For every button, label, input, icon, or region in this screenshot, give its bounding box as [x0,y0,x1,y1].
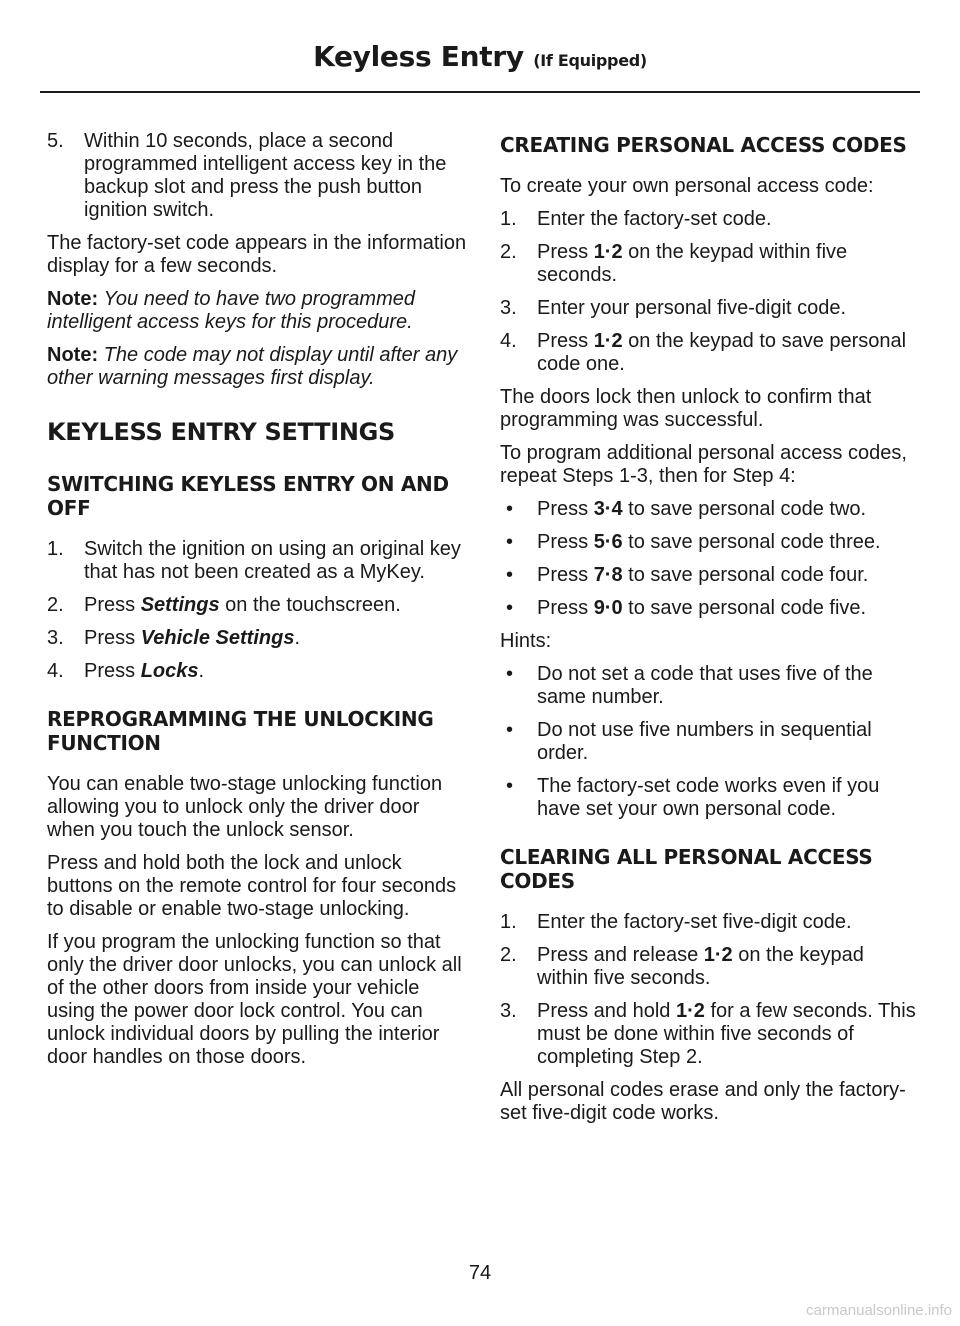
hint-text: Do not use five numbers in sequential order. [537,719,872,764]
bullet-text-post: to save personal code two. [622,498,867,520]
bullet-icon: • [506,663,514,685]
note-text: The code may not display until after any other warning messages first display. [47,344,458,389]
bullet-icon: • [506,564,514,586]
list-item [500,944,920,990]
page-header [0,40,960,73]
step-text-pre: Press and hold [537,1000,676,1022]
bullet-text-post: to save personal code three. [622,531,881,553]
list-item [500,330,920,376]
step-number: 1. [47,538,64,560]
bullet-icon: • [506,775,514,797]
subsection-heading: CREATING PERSONAL ACCESS CODES [500,133,907,157]
step-number: 4. [500,330,517,352]
paragraph: All personal codes erase and only the factory-set five-digit code works. [500,1079,906,1124]
step-text-post: . [294,627,300,649]
step-number: 4. [47,660,64,682]
bullet-text-pre: Press [537,531,594,553]
keypad-key: 1·2 [703,944,733,966]
step-number: 2. [500,944,517,966]
keypad-key: 9·0 [593,597,623,619]
step-number: 3. [47,627,64,649]
keypad-key: 5·6 [593,531,623,553]
paragraph: If you program the unlocking function so that only the driver door unlocks, you can unlock all of the other doors from inside your vehicle using the power door lock control. You can unlock individual doors by pulling the interior door handles on those doors. [47,931,462,1068]
list-item [500,719,920,765]
list-item [47,594,467,617]
list-item [500,911,920,934]
list-item [500,531,920,554]
list-item [500,564,920,587]
keypad-key: 1·2 [675,1000,705,1022]
step-text-pre: Press [84,594,141,616]
bullet-icon: • [506,719,514,741]
step-text: Within 10 seconds, place a second programmed intelligent access key in the backup slot and press the push button ignition switch. [84,130,447,221]
paragraph: The factory-set code appears in the information display for a few seconds. [47,232,467,277]
step-number: 1. [500,208,517,230]
step-text-pre: Press [84,627,141,649]
step-text-post: for a few seconds. This must be done within five seconds of completing Step 2. [537,1000,916,1068]
page-number: 74 [468,1262,492,1284]
keypad-key: 7·8 [593,564,623,586]
list-item [47,130,467,222]
list-item [500,663,920,709]
ui-label: Settings [140,594,220,616]
bullet-text-pre: Press [537,597,594,619]
note [47,288,467,334]
list-item [500,241,920,287]
list-item [47,660,467,683]
bullet-text-pre: Press [537,498,594,520]
header-title: Keyless Entry [313,40,524,73]
note [47,344,467,390]
step-number: 1. [500,911,517,933]
watermark: carmanualsonline.info [806,1302,952,1319]
list-item [500,498,920,521]
list-item [500,775,920,821]
list-item [47,627,467,650]
paragraph: You can enable two-stage unlocking function allowing you to unlock only the driver door when you touch the unlock sensor. [47,773,443,841]
list-item [500,1000,920,1069]
step-number: 3. [500,297,517,319]
hints-label: Hints: [500,630,552,652]
bullet-text-post: to save personal code five. [622,597,867,619]
step-text: Switch the ignition on using an original key that has not been created as a MyKey. [84,538,461,583]
bullet-icon: • [506,597,514,619]
list-item [47,538,467,584]
step-text-pre: Press and release [537,944,704,966]
header-rule [40,91,920,93]
header-subtitle: (If Equipped) [533,51,647,70]
keypad-key: 3·4 [593,498,623,520]
bullet-icon: • [506,531,514,553]
paragraph: To program additional personal access codes, repeat Steps 1-3, then for Step 4: [500,442,907,487]
list-item [500,597,920,620]
step-text-pre: Press [84,660,141,682]
step-number: 2. [47,594,64,616]
hint-text: The factory-set code works even if you have set your own personal code. [537,775,880,820]
list-item [500,208,920,231]
section-heading: KEYLESS ENTRY SETTINGS [47,418,396,446]
subsection-heading: SWITCHING KEYLESS ENTRY ON AND OFF [47,472,449,520]
ui-label: Locks [140,660,199,682]
paragraph: To create your own personal access code: [500,175,874,197]
keypad-key: 1·2 [593,241,623,263]
list-item [500,297,920,320]
step-number: 2. [500,241,517,263]
paragraph: Press and hold both the lock and unlock buttons on the remote control for four seconds to disable or enable two-stage unlocking. [47,852,457,920]
keypad-key: 1·2 [593,330,623,352]
ui-label: Vehicle Settings [140,627,295,649]
step-text-post: on the keypad to save personal code one. [537,330,907,375]
step-text: Enter your personal five-digit code. [537,297,847,319]
subsection-heading: REPROGRAMMING THE UNLOCKING FUNCTION [47,707,434,755]
left-column [47,130,467,1079]
step-text-post: on the keypad within five seconds. [537,241,848,286]
note-text: You need to have two programmed intelligent access keys for this procedure. [47,288,415,333]
subsection-heading: CLEARING ALL PERSONAL ACCESS CODES [500,845,873,893]
step-text: Enter the factory-set code. [537,208,772,230]
step-text-post: on the keypad within five seconds. [537,944,864,989]
bullet-text-post: to save personal code four. [622,564,869,586]
bullet-text-pre: Press [537,564,594,586]
right-column [500,130,920,1135]
step-text-pre: Press [537,241,594,263]
bullet-icon: • [506,498,514,520]
step-text: Enter the factory-set five-digit code. [537,911,852,933]
paragraph: The doors lock then unlock to confirm that programming was successful. [500,386,872,431]
step-text-post: on the touchscreen. [219,594,401,616]
hint-text: Do not set a code that uses five of the same number. [537,663,873,708]
note-label: Note: [47,288,99,310]
step-number: 5. [47,130,64,152]
step-text-post: . [198,660,205,682]
step-number: 3. [500,1000,517,1022]
step-text-pre: Press [537,330,594,352]
note-label: Note: [47,344,99,366]
